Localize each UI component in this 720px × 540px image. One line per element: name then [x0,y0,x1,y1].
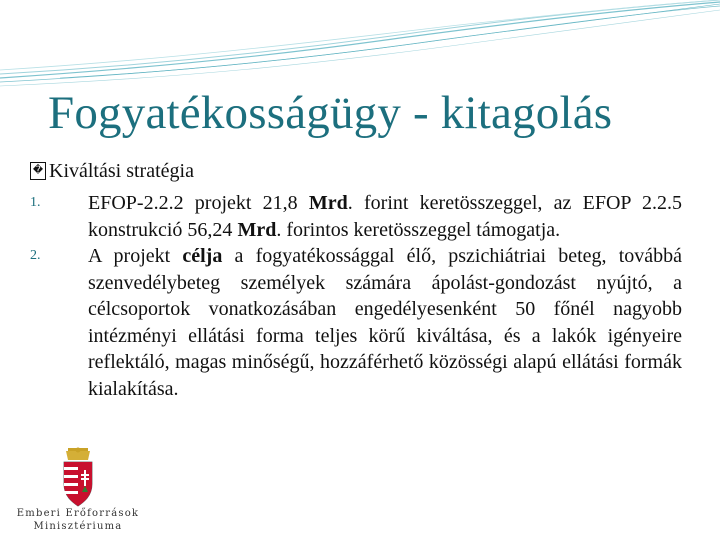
header-wave-decoration [0,0,720,90]
ministry-logo [8,446,148,534]
subheading-text: Kiváltási stratégia [49,160,194,182]
bold-text-run: Mrd [237,218,277,241]
list-item-text [88,190,682,243]
list-item-number: 1. [30,195,41,210]
list-item-text [88,243,682,402]
logo-text-line-1: Emberi Erőforrások [16,508,140,519]
list-item-number: 2. [30,248,41,263]
bold-text-run: Mrd [308,192,348,214]
logo-text-line-2: Minisztériuma [33,521,123,532]
missing-glyph-icon: � [30,162,46,180]
slide-title: Fogyatékosságügy - kitagolás [48,87,613,139]
subheading [30,158,682,184]
numbered-list [30,190,682,402]
list-item [30,243,682,402]
bold-text-run: célja [182,245,223,267]
slide-content [30,158,682,402]
list-item [30,190,682,243]
text-run: A projekt [88,245,183,267]
text-run: . forintos keretösszeggel támogatja. [276,218,561,241]
text-run: a fogyatékossággal élő, pszichiátriai beteg, továbbá szenvedélybeteg személyek számára ápolást-gondozást nyújtó, a célcsoportok vonatkozásában engedélyesenként 50 főnél nagyobb intézményi ellátási forma teljes körű kiváltása, és a lakók igényeire reflektáló, magas minőségű, hozzáférhető közösségi alapú ellátási formák kialakítása. [88,245,682,400]
text-run: EFOP-2.2.2 projekt 21,8 [88,192,309,214]
coat-of-arms-icon [56,446,100,508]
text-run: . forint keretösszeggel, az EFOP 2.2.5 konstrukció 56,24 [88,192,683,241]
